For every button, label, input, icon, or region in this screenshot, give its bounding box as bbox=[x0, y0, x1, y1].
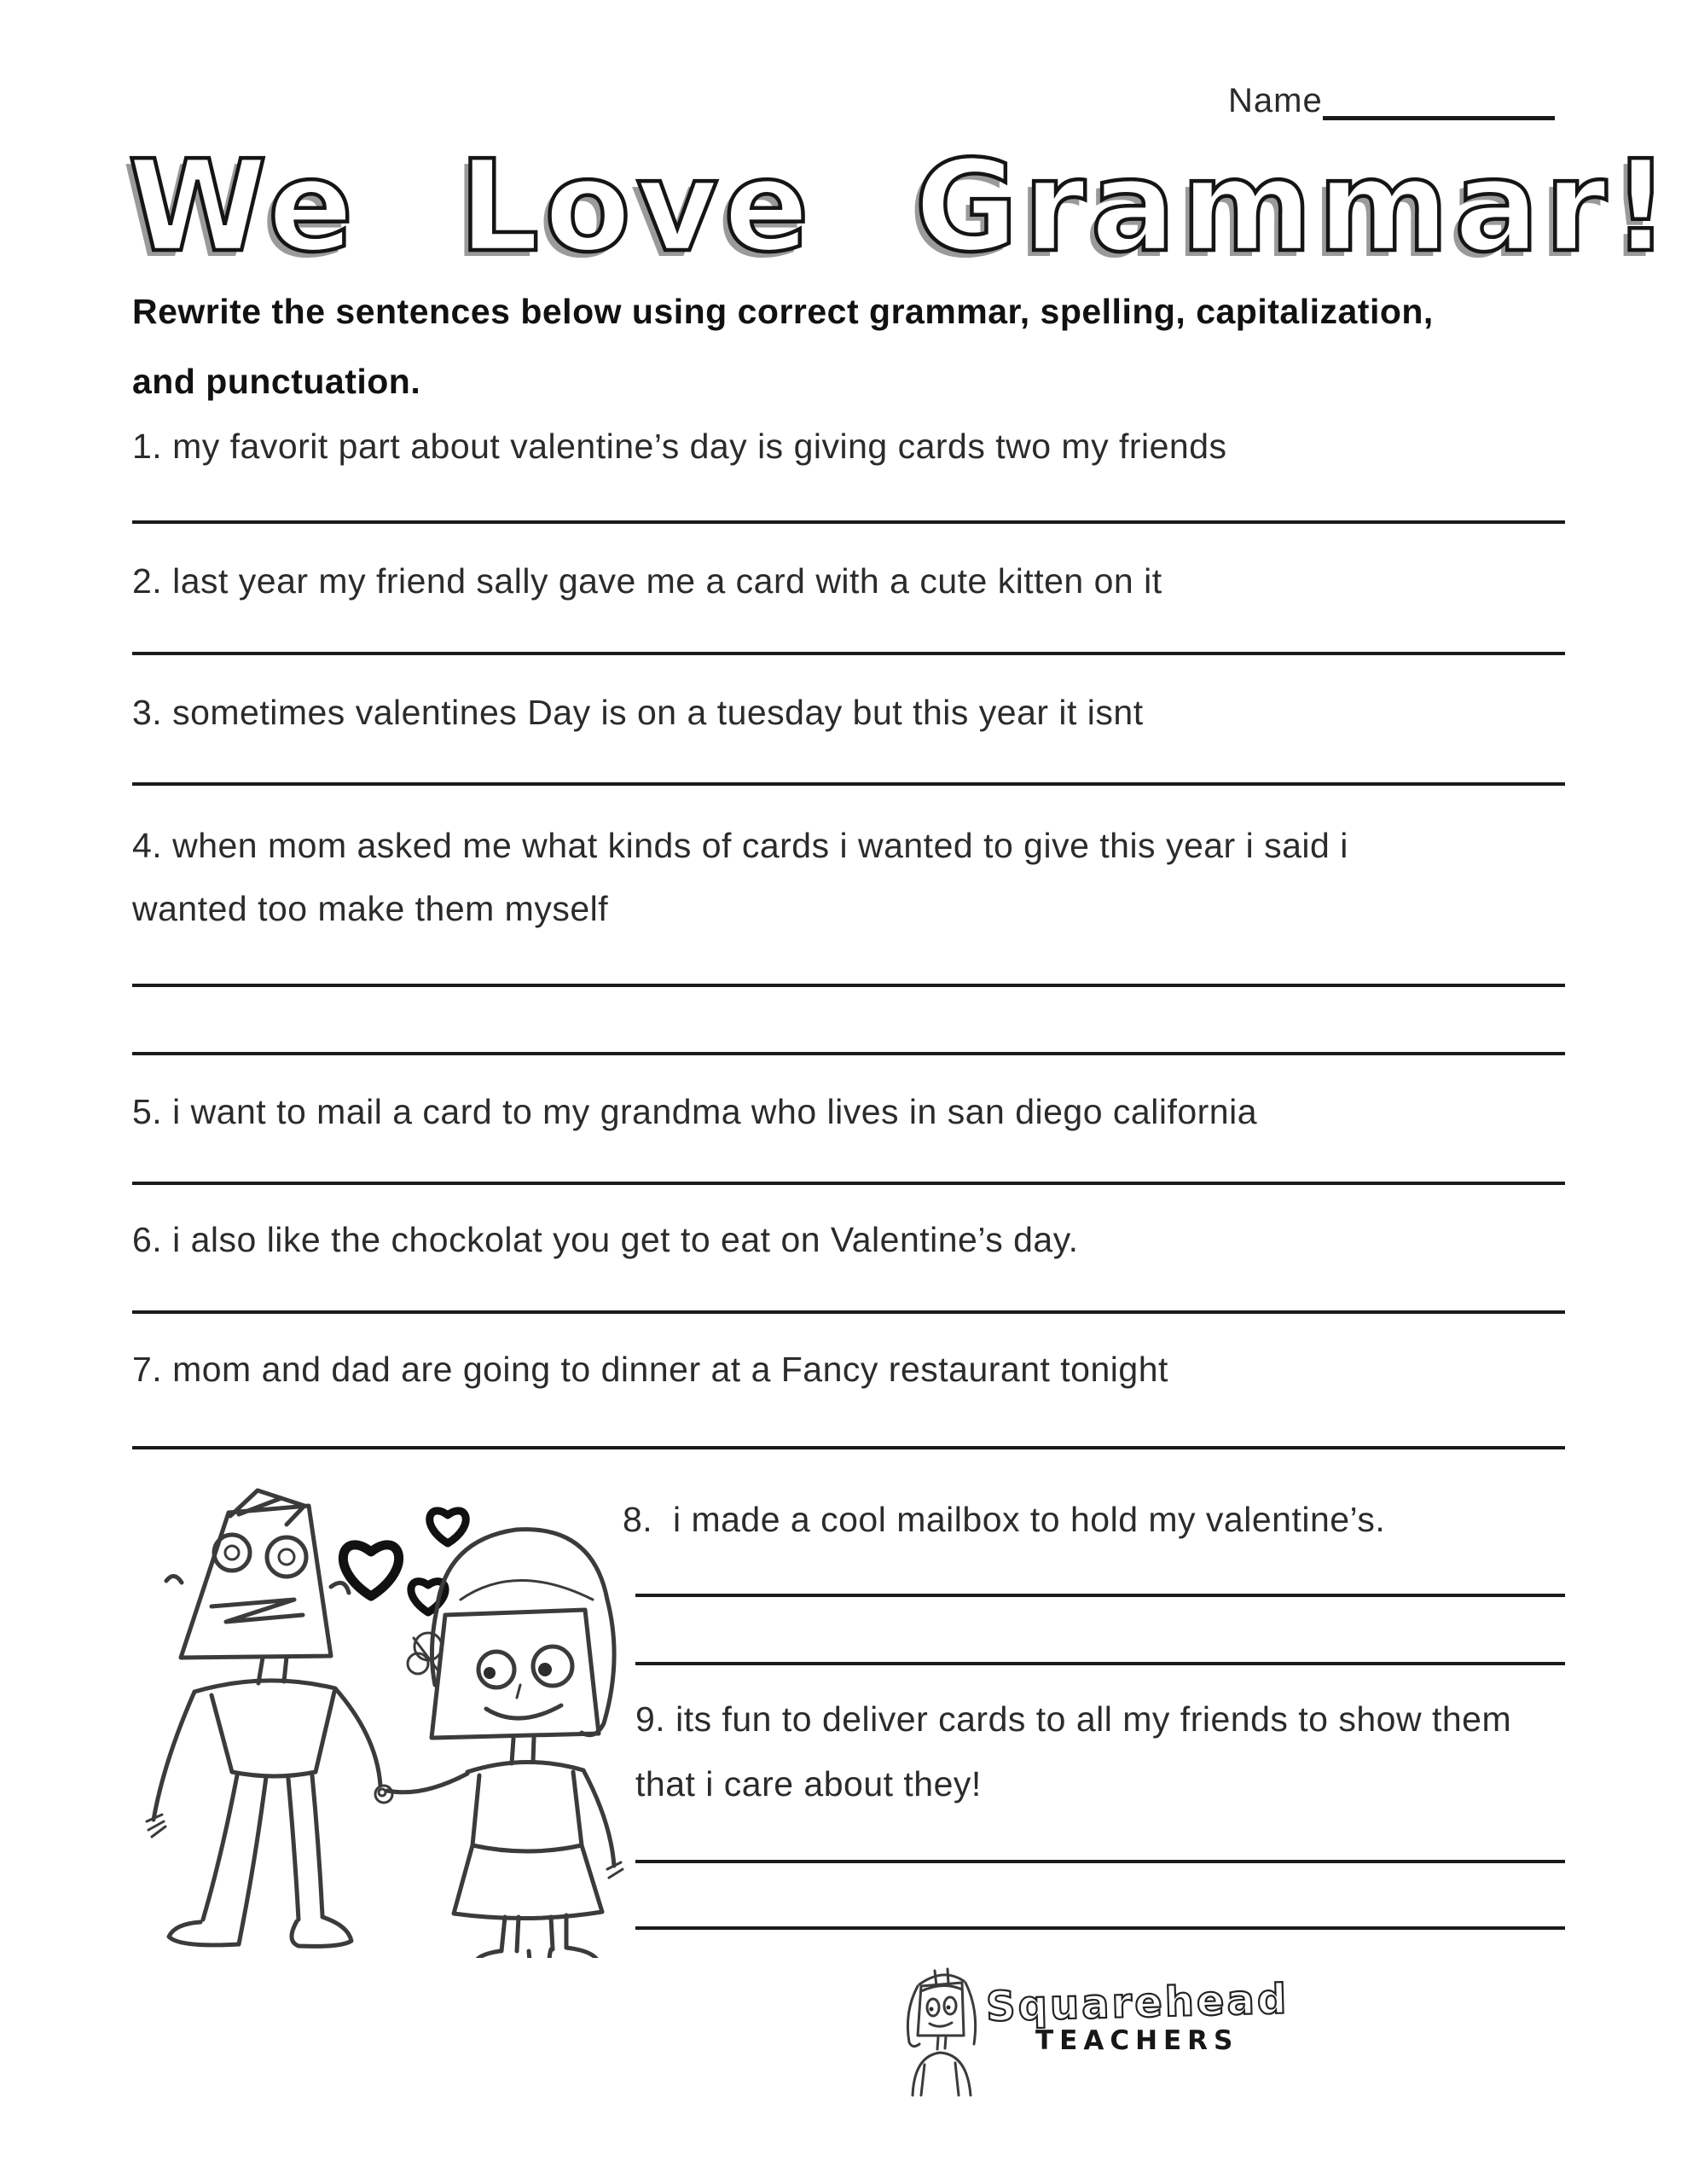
name-field bbox=[1228, 82, 1555, 120]
question-1: 1. my favorit part about valentine’s day is giving cards two my friends bbox=[132, 427, 1227, 466]
question-2: 2. last year my friend sally gave me a card with a cute kitten on it bbox=[132, 561, 1162, 601]
question-4-line-2: wanted too make them myself bbox=[132, 889, 609, 928]
instructions-line-2: and punctuation. bbox=[132, 362, 421, 401]
couple-holding-hands-illustration bbox=[128, 1480, 631, 1958]
answer-line[interactable] bbox=[635, 1594, 1565, 1597]
question-9-line-1: 9. its fun to deliver cards to all my friends to show them bbox=[635, 1699, 1512, 1739]
logo-brand-text: Squarehead bbox=[985, 1975, 1290, 2031]
answer-line[interactable] bbox=[132, 984, 1565, 987]
answer-line[interactable] bbox=[132, 1182, 1565, 1185]
heart-icon bbox=[430, 1511, 466, 1543]
question-3: 3. sometimes valentines Day is on a tuesday but this year it isnt bbox=[132, 693, 1144, 732]
boy-sketch bbox=[147, 1490, 392, 1946]
name-write-line[interactable] bbox=[1323, 82, 1555, 120]
question-7: 7. mom and dad are going to dinner at a Fancy restaurant tonight bbox=[132, 1350, 1168, 1389]
answer-line[interactable] bbox=[132, 782, 1565, 786]
girl-sketch bbox=[387, 1530, 623, 1958]
instructions-line-1: Rewrite the sentences below using correct grammar, spelling, capitalization, bbox=[132, 292, 1434, 331]
squarehead-girl-icon bbox=[901, 1960, 986, 2097]
answer-line[interactable] bbox=[132, 1446, 1565, 1449]
heart-icon bbox=[343, 1545, 398, 1596]
question-9-line-2: that i care about they! bbox=[635, 1764, 982, 1804]
squarehead-teachers-logo bbox=[901, 1960, 1344, 2140]
answer-line[interactable] bbox=[635, 1926, 1565, 1930]
question-8: 8. i made a cool mailbox to hold my valentine’s. bbox=[623, 1500, 1386, 1539]
question-4-line-1: 4. when mom asked me what kinds of cards i wanted to give this year i said i bbox=[132, 826, 1348, 865]
question-6: 6. i also like the chockolat you get to eat on Valentine’s day. bbox=[132, 1220, 1079, 1259]
answer-line[interactable] bbox=[635, 1860, 1565, 1863]
page-title: We Love Grammar! bbox=[128, 133, 1675, 280]
answer-line[interactable] bbox=[132, 1310, 1565, 1314]
name-label: Name bbox=[1228, 82, 1323, 119]
answer-line[interactable] bbox=[132, 520, 1565, 524]
answer-line[interactable] bbox=[635, 1662, 1565, 1665]
answer-line[interactable] bbox=[132, 1052, 1565, 1055]
logo-subtitle-text: TEACHERS bbox=[1035, 2025, 1239, 2056]
answer-line[interactable] bbox=[132, 652, 1565, 655]
question-5: 5. i want to mail a card to my grandma who lives in san diego california bbox=[132, 1092, 1258, 1131]
